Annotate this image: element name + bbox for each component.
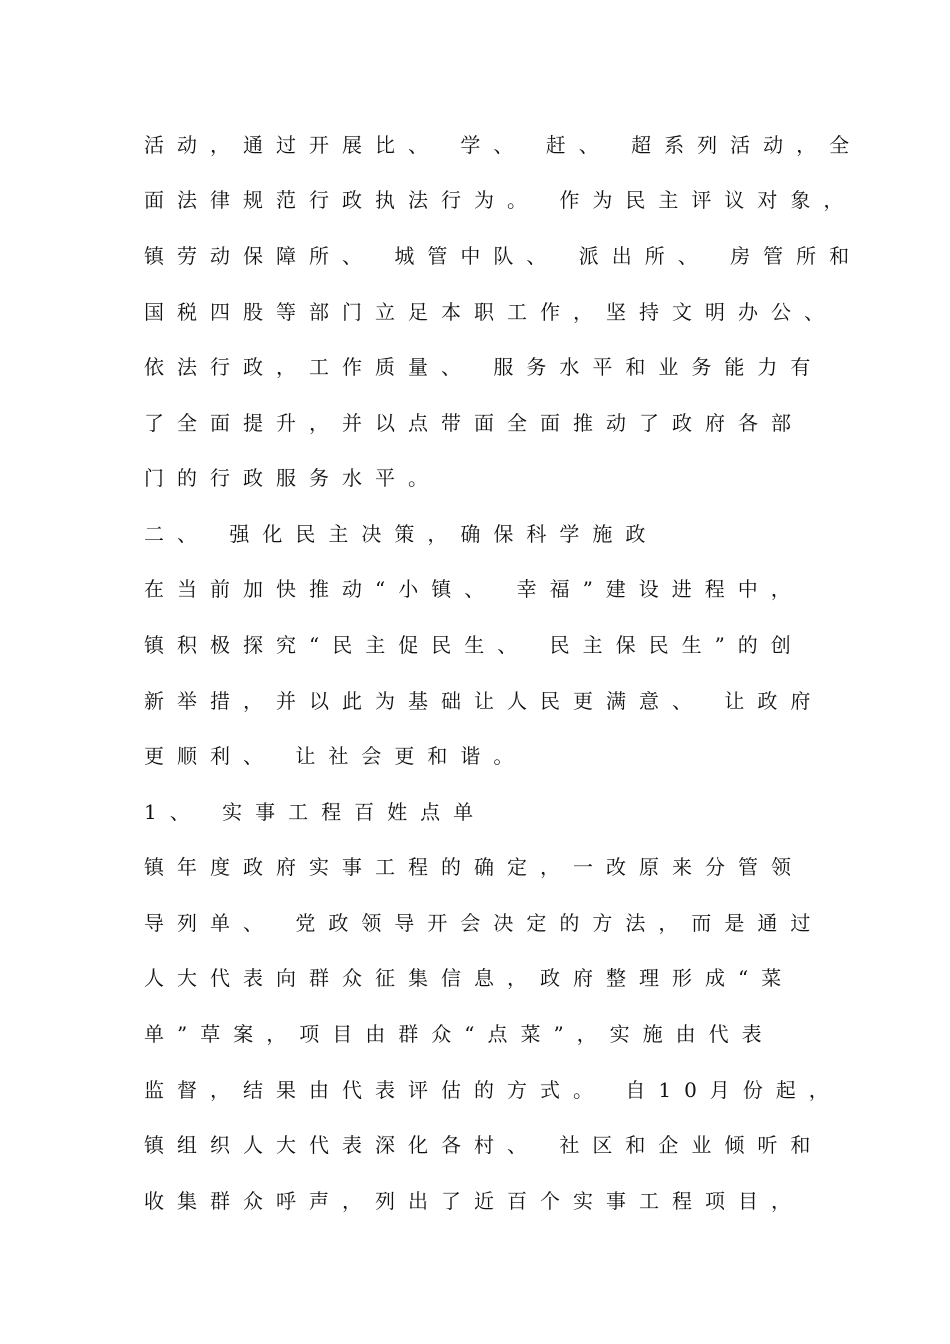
text-line: 依法行政，工作质量、 服务水平和业务能力有 bbox=[144, 355, 824, 379]
text-line: 镇劳动保障所、 城管中队、 派出所、 房管所和 bbox=[144, 244, 863, 268]
text-line: 镇积极探究“民主促民生、 民主保民生”的创 bbox=[144, 633, 804, 657]
text-line: 监督，结果由代表评估的方式。 自10月份起， bbox=[144, 1078, 842, 1102]
text-line: 新举措，并以此为基础让人民更满意、 让政府 bbox=[144, 689, 824, 713]
text-line: 镇组织人大代表深化各村、 社区和企业倾听和 bbox=[144, 1133, 824, 1157]
subsection-heading: 1、 实事工程百姓点单 bbox=[144, 800, 487, 824]
text-line: 单”草案，项目由群众“点菜”，实施由代表 bbox=[144, 1022, 775, 1046]
text-line: 镇年度政府实事工程的确定，一改原来分管领 bbox=[144, 855, 804, 879]
text-line: 收集群众呼声，列出了近百个实事工程项目， bbox=[144, 1189, 804, 1213]
text-line: 人大代表向群众征集信息，政府整理形成“菜 bbox=[144, 966, 795, 990]
text-line: 了全面提升，并以点带面全面推动了政府各部 bbox=[144, 411, 804, 435]
text-line: 活动，通过开展比、 学、 赶、 超系列活动，全 bbox=[144, 133, 863, 157]
text-line: 更顺利、 让社会更和谐。 bbox=[144, 744, 527, 768]
section-heading: 二、 强化民主决策，确保科学施政 bbox=[144, 522, 659, 546]
text-line: 面法律规范行政执法行为。 作为民主评议对象， bbox=[144, 188, 857, 212]
text-line: 门的行政服务水平。 bbox=[144, 466, 441, 490]
text-line: 国税四股等部门立足本职工作，坚持文明办公、 bbox=[144, 300, 837, 324]
text-line: 导列单、 党政领导开会决定的方法，而是通过 bbox=[144, 911, 824, 935]
text-line: 在当前加快推动“小镇、 幸福”建设进程中， bbox=[144, 577, 804, 601]
